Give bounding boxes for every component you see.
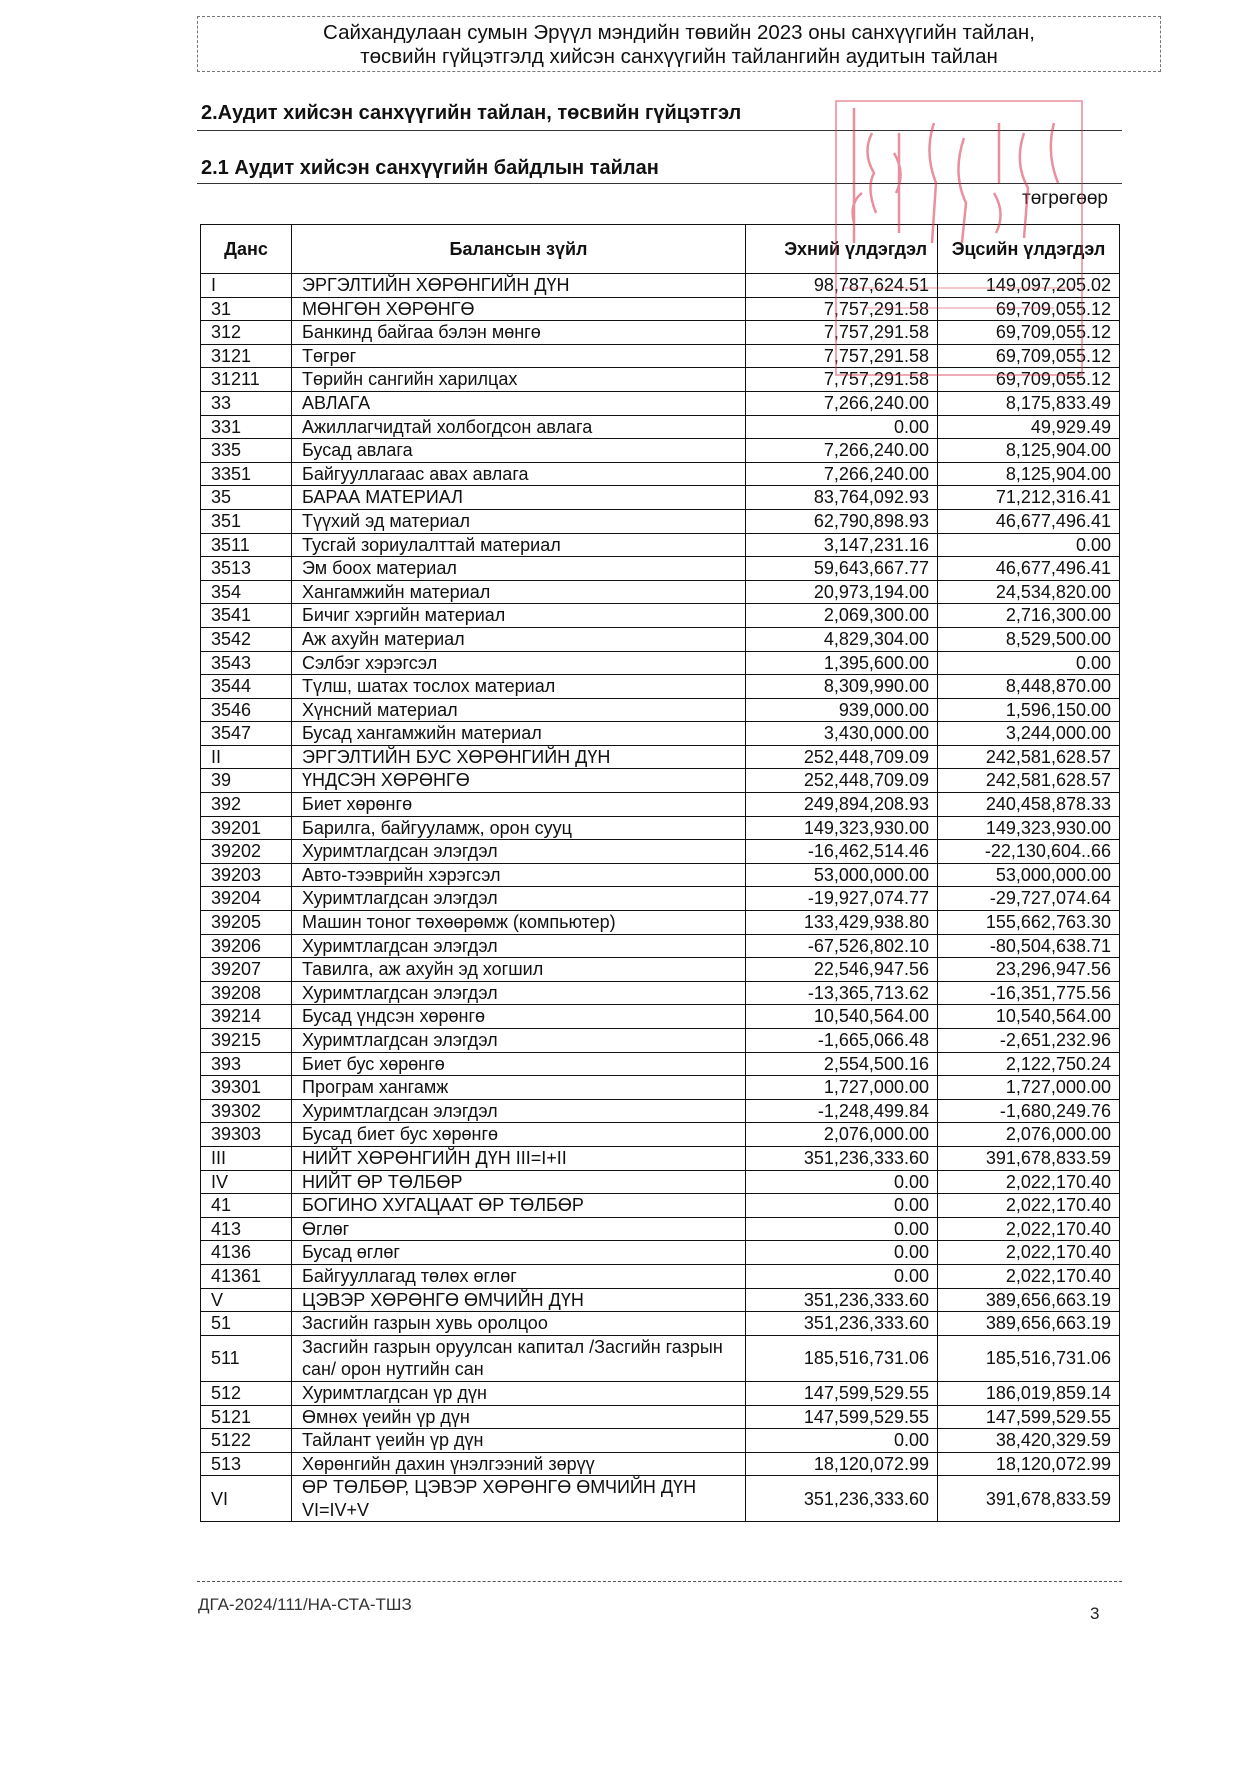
account-code-cell: 312 (201, 321, 292, 345)
opening-balance-cell: -13,365,713.62 (746, 981, 938, 1005)
closing-balance-cell: 69,709,055.12 (938, 297, 1120, 321)
section-2-1-rule (197, 183, 1122, 184)
balance-item-cell: Тавилга, аж ахуйн эд хогшил (292, 958, 746, 982)
closing-balance-cell: 8,125,904.00 (938, 439, 1120, 463)
opening-balance-cell: 7,266,240.00 (746, 391, 938, 415)
opening-balance-cell: 147,599,529.55 (746, 1405, 938, 1429)
balance-item-cell: Хуримтлагдсан элэгдэл (292, 1099, 746, 1123)
currency-unit-label: төгрөгөөр (1022, 188, 1108, 209)
closing-balance-cell: 389,656,663.19 (938, 1312, 1120, 1336)
closing-balance-cell: 3,244,000.00 (938, 722, 1120, 746)
opening-balance-cell: 8,309,990.00 (746, 675, 938, 699)
opening-balance-cell: -19,927,074.77 (746, 887, 938, 911)
table-row (201, 1170, 1120, 1194)
account-code-cell: 3546 (201, 698, 292, 722)
table-row (201, 651, 1120, 675)
opening-balance-cell: 53,000,000.00 (746, 863, 938, 887)
balance-item-cell: Барилга, байгууламж, орон сууц (292, 816, 746, 840)
table-row (201, 1288, 1120, 1312)
table-row (201, 816, 1120, 840)
closing-balance-cell: 18,120,072.99 (938, 1452, 1120, 1476)
closing-balance-cell: 8,175,833.49 (938, 391, 1120, 415)
table-row (201, 722, 1120, 746)
opening-balance-cell: 22,546,947.56 (746, 958, 938, 982)
closing-balance-cell: 53,000,000.00 (938, 863, 1120, 887)
account-code-cell: 39202 (201, 840, 292, 864)
opening-balance-cell: 98,787,624.51 (746, 274, 938, 298)
balance-item-cell: НИЙТ ӨР ТӨЛБӨР (292, 1170, 746, 1194)
table-row (201, 533, 1120, 557)
account-code-cell: 393 (201, 1052, 292, 1076)
header-line-2: төсвийн гүйцэтгэлд хийсэн санхүүгийн тайлангийн аудитын тайлан (360, 45, 998, 68)
balance-item-cell: ЭРГЭЛТИЙН БУС ХӨРӨНГИЙН ДҮН (292, 745, 746, 769)
account-code-cell: V (201, 1288, 292, 1312)
account-code-cell: 5121 (201, 1405, 292, 1429)
closing-balance-cell: 23,296,947.56 (938, 958, 1120, 982)
closing-balance-cell: 69,709,055.12 (938, 321, 1120, 345)
opening-balance-cell: 0.00 (746, 1429, 938, 1453)
account-code-cell: II (201, 745, 292, 769)
balance-item-cell: Банкинд байгаа бэлэн мөнгө (292, 321, 746, 345)
balance-item-cell: Бусад биет бус хөрөнгө (292, 1123, 746, 1147)
opening-balance-cell: 10,540,564.00 (746, 1005, 938, 1029)
balance-item-cell: Аж ахуйн материал (292, 627, 746, 651)
opening-balance-cell: 0.00 (746, 1241, 938, 1265)
closing-balance-cell: 391,678,833.59 (938, 1476, 1120, 1522)
opening-balance-cell: 1,727,000.00 (746, 1076, 938, 1100)
closing-balance-cell: 38,420,329.59 (938, 1429, 1120, 1453)
table-row (201, 1076, 1120, 1100)
table-row (201, 1429, 1120, 1453)
table-body (201, 274, 1120, 1522)
opening-balance-cell: 83,764,092.93 (746, 486, 938, 510)
opening-balance-cell: -1,248,499.84 (746, 1099, 938, 1123)
balance-item-cell: Хангамжийн материал (292, 580, 746, 604)
opening-balance-cell: -67,526,802.10 (746, 934, 938, 958)
opening-balance-cell: 1,395,600.00 (746, 651, 938, 675)
table-row (201, 675, 1120, 699)
opening-balance-cell: 2,069,300.00 (746, 604, 938, 628)
account-code-cell: 3511 (201, 533, 292, 557)
account-code-cell: 39201 (201, 816, 292, 840)
account-code-cell: 5122 (201, 1429, 292, 1453)
table-row (201, 1452, 1120, 1476)
balance-item-cell: Хуримтлагдсан элэгдэл (292, 1029, 746, 1053)
account-code-cell: 392 (201, 793, 292, 817)
account-code-cell: 513 (201, 1452, 292, 1476)
balance-item-cell: Хуримтлагдсан үр дүн (292, 1381, 746, 1405)
closing-balance-cell: 149,097,205.02 (938, 274, 1120, 298)
table-row (201, 1029, 1120, 1053)
opening-balance-cell: 185,516,731.06 (746, 1335, 938, 1381)
balance-item-cell: Бусад үндсэн хөрөнгө (292, 1005, 746, 1029)
opening-balance-cell: 2,554,500.16 (746, 1052, 938, 1076)
table-row (201, 1005, 1120, 1029)
closing-balance-cell: 186,019,859.14 (938, 1381, 1120, 1405)
closing-balance-cell: -29,727,074.64 (938, 887, 1120, 911)
balance-item-cell: Тайлант үеийн үр дүн (292, 1429, 746, 1453)
balance-item-cell: Хөрөнгийн дахин үнэлгээний зөрүү (292, 1452, 746, 1476)
table-row (201, 580, 1120, 604)
table-row (201, 321, 1120, 345)
account-code-cell: 41 (201, 1194, 292, 1218)
opening-balance-cell: 3,430,000.00 (746, 722, 938, 746)
opening-balance-cell: 4,829,304.00 (746, 627, 938, 651)
closing-balance-cell: 185,516,731.06 (938, 1335, 1120, 1381)
balance-item-cell: Төгрөг (292, 344, 746, 368)
closing-balance-cell: 155,662,763.30 (938, 911, 1120, 935)
table-row (201, 863, 1120, 887)
closing-balance-cell: 149,323,930.00 (938, 816, 1120, 840)
account-code-cell: 39301 (201, 1076, 292, 1100)
closing-balance-cell: 0.00 (938, 651, 1120, 675)
footer-rule (197, 1581, 1122, 1582)
opening-balance-cell: 252,448,709.09 (746, 745, 938, 769)
balance-item-cell: Өглөг (292, 1217, 746, 1241)
balance-item-cell: НИЙТ ХӨРӨНГИЙН ДҮН III=I+II (292, 1146, 746, 1170)
account-code-cell: 31 (201, 297, 292, 321)
table-row (201, 486, 1120, 510)
closing-balance-cell: 24,534,820.00 (938, 580, 1120, 604)
balance-item-cell: Эм боох материал (292, 557, 746, 581)
table-row (201, 911, 1120, 935)
opening-balance-cell: 7,757,291.58 (746, 368, 938, 392)
balance-item-cell: Бусад авлага (292, 439, 746, 463)
account-code-cell: 33 (201, 391, 292, 415)
balance-item-cell: Хуримтлагдсан элэгдэл (292, 840, 746, 864)
account-code-cell: 39302 (201, 1099, 292, 1123)
closing-balance-cell: 2,022,170.40 (938, 1217, 1120, 1241)
opening-balance-cell: -1,665,066.48 (746, 1029, 938, 1053)
balance-item-cell: ЭРГЭЛТИЙН ХӨРӨНГИЙН ДҮН (292, 274, 746, 298)
opening-balance-cell: 351,236,333.60 (746, 1312, 938, 1336)
balance-item-cell: Өмнөх үеийн үр дүн (292, 1405, 746, 1429)
table-row (201, 604, 1120, 628)
table-row (201, 698, 1120, 722)
opening-balance-cell: 20,973,194.00 (746, 580, 938, 604)
table-row (201, 1405, 1120, 1429)
opening-balance-cell: 7,757,291.58 (746, 344, 938, 368)
account-code-cell: VI (201, 1476, 292, 1522)
account-code-cell: 51 (201, 1312, 292, 1336)
account-code-cell: 351 (201, 509, 292, 533)
balance-item-cell: Байгууллагаас авах авлага (292, 462, 746, 486)
account-code-cell: 39204 (201, 887, 292, 911)
header-closing-balance: Эцсийн үлдэгдэл (938, 225, 1120, 274)
balance-item-cell: Хүнсний материал (292, 698, 746, 722)
balance-item-cell: Байгууллагад төлөх өглөг (292, 1264, 746, 1288)
opening-balance-cell: 59,643,667.77 (746, 557, 938, 581)
table-row (201, 1099, 1120, 1123)
table-row (201, 462, 1120, 486)
table-row (201, 958, 1120, 982)
balance-item-cell: Засгийн газрын оруулсан капитал /Засгийн газрын сан/ орон нутгийн сан (292, 1335, 746, 1381)
balance-item-cell: Авто-тээврийн хэрэгсэл (292, 863, 746, 887)
closing-balance-cell: 242,581,628.57 (938, 745, 1120, 769)
closing-balance-cell: 69,709,055.12 (938, 368, 1120, 392)
closing-balance-cell: 49,929.49 (938, 415, 1120, 439)
table-row (201, 557, 1120, 581)
table-row (201, 981, 1120, 1005)
account-code-cell: 39208 (201, 981, 292, 1005)
balance-item-cell: МӨНГӨН ХӨРӨНГӨ (292, 297, 746, 321)
table-row (201, 1312, 1120, 1336)
closing-balance-cell: 2,122,750.24 (938, 1052, 1120, 1076)
closing-balance-cell: -1,680,249.76 (938, 1099, 1120, 1123)
balance-item-cell: Бусад өглөг (292, 1241, 746, 1265)
page-number: 3 (1090, 1604, 1100, 1623)
closing-balance-cell: 8,529,500.00 (938, 627, 1120, 651)
opening-balance-cell: 7,757,291.58 (746, 297, 938, 321)
closing-balance-cell: 2,022,170.40 (938, 1264, 1120, 1288)
closing-balance-cell: 10,540,564.00 (938, 1005, 1120, 1029)
opening-balance-cell: 351,236,333.60 (746, 1476, 938, 1522)
balance-sheet-table (200, 224, 1120, 1522)
table-row (201, 1241, 1120, 1265)
opening-balance-cell: 939,000.00 (746, 698, 938, 722)
opening-balance-cell: 0.00 (746, 1170, 938, 1194)
opening-balance-cell: 18,120,072.99 (746, 1452, 938, 1476)
balance-item-cell: ҮНДСЭН ХӨРӨНГӨ (292, 769, 746, 793)
account-code-cell: 3351 (201, 462, 292, 486)
table-row (201, 439, 1120, 463)
closing-balance-cell: 242,581,628.57 (938, 769, 1120, 793)
opening-balance-cell: 351,236,333.60 (746, 1146, 938, 1170)
closing-balance-cell: -16,351,775.56 (938, 981, 1120, 1005)
balance-item-cell: Бусад хангамжийн материал (292, 722, 746, 746)
header-balance-item: Балансын зүйл (292, 225, 746, 274)
closing-balance-cell: 2,022,170.40 (938, 1241, 1120, 1265)
opening-balance-cell: 0.00 (746, 1264, 938, 1288)
closing-balance-cell: 69,709,055.12 (938, 344, 1120, 368)
table-row (201, 1123, 1120, 1147)
account-code-cell: 39203 (201, 863, 292, 887)
closing-balance-cell: 391,678,833.59 (938, 1146, 1120, 1170)
closing-balance-cell: 2,022,170.40 (938, 1170, 1120, 1194)
table-row (201, 840, 1120, 864)
balance-item-cell: Төрийн сангийн харилцах (292, 368, 746, 392)
balance-item-cell: БАРАА МАТЕРИАЛ (292, 486, 746, 510)
balance-item-cell: Хуримтлагдсан элэгдэл (292, 887, 746, 911)
closing-balance-cell: 389,656,663.19 (938, 1288, 1120, 1312)
table-row (201, 1052, 1120, 1076)
account-code-cell: III (201, 1146, 292, 1170)
opening-balance-cell: 0.00 (746, 1217, 938, 1241)
closing-balance-cell: -80,504,638.71 (938, 934, 1120, 958)
opening-balance-cell: 3,147,231.16 (746, 533, 938, 557)
balance-item-cell: Машин тоног төхөөрөмж (компьютер) (292, 911, 746, 935)
document-header (197, 16, 1161, 72)
account-code-cell: 3542 (201, 627, 292, 651)
section-2-rule (197, 130, 1122, 131)
table-row (201, 368, 1120, 392)
account-code-cell: 39207 (201, 958, 292, 982)
closing-balance-cell: 1,727,000.00 (938, 1076, 1120, 1100)
balance-item-cell: Биет бус хөрөнгө (292, 1052, 746, 1076)
table-row (201, 934, 1120, 958)
closing-balance-cell: 46,677,496.41 (938, 509, 1120, 533)
account-code-cell: 39215 (201, 1029, 292, 1053)
closing-balance-cell: 8,125,904.00 (938, 462, 1120, 486)
table-row (201, 627, 1120, 651)
balance-item-cell: Тусгай зориулалттай материал (292, 533, 746, 557)
balance-item-cell: БОГИНО ХУГАЦААТ ӨР ТӨЛБӨР (292, 1194, 746, 1218)
account-code-cell: 511 (201, 1335, 292, 1381)
account-code-cell: 3544 (201, 675, 292, 699)
balance-item-cell: Биет хөрөнгө (292, 793, 746, 817)
account-code-cell: 35 (201, 486, 292, 510)
account-code-cell: 39214 (201, 1005, 292, 1029)
table-row (201, 745, 1120, 769)
opening-balance-cell: 0.00 (746, 1194, 938, 1218)
opening-balance-cell: 7,757,291.58 (746, 321, 938, 345)
table-row (201, 1381, 1120, 1405)
opening-balance-cell: 0.00 (746, 415, 938, 439)
opening-balance-cell: 2,076,000.00 (746, 1123, 938, 1147)
opening-balance-cell: 62,790,898.93 (746, 509, 938, 533)
table-row (201, 344, 1120, 368)
document-code: ДГА-2024/111/НА-СТА-ТШЗ (198, 1595, 412, 1614)
balance-item-cell: ЦЭВЭР ХӨРӨНГӨ ӨМЧИЙН ДҮН (292, 1288, 746, 1312)
account-code-cell: 331 (201, 415, 292, 439)
account-code-cell: 31211 (201, 368, 292, 392)
account-code-cell: IV (201, 1170, 292, 1194)
account-code-cell: 413 (201, 1217, 292, 1241)
opening-balance-cell: -16,462,514.46 (746, 840, 938, 864)
closing-balance-cell: 8,448,870.00 (938, 675, 1120, 699)
balance-item-cell: Хуримтлагдсан элэгдэл (292, 934, 746, 958)
balance-item-cell: Хуримтлагдсан элэгдэл (292, 981, 746, 1005)
table-row (201, 1476, 1120, 1522)
closing-balance-cell: 46,677,496.41 (938, 557, 1120, 581)
account-code-cell: 335 (201, 439, 292, 463)
account-code-cell: 512 (201, 1381, 292, 1405)
table-header-row (201, 225, 1120, 274)
closing-balance-cell: 240,458,878.33 (938, 793, 1120, 817)
table-row (201, 887, 1120, 911)
table-row (201, 1264, 1120, 1288)
section-2-1-title: 2.1 Аудит хийсэн санхүүгийн байдлын тайлан (201, 157, 659, 179)
balance-item-cell: Сэлбэг хэрэгсэл (292, 651, 746, 675)
balance-item-cell: Засгийн газрын хувь оролцоо (292, 1312, 746, 1336)
balance-item-cell: Бичиг хэргийн материал (292, 604, 746, 628)
account-code-cell: 39206 (201, 934, 292, 958)
header-account: Данс (201, 225, 292, 274)
account-code-cell: 354 (201, 580, 292, 604)
closing-balance-cell: 1,596,150.00 (938, 698, 1120, 722)
opening-balance-cell: 149,323,930.00 (746, 816, 938, 840)
balance-item-cell: АВЛАГА (292, 391, 746, 415)
closing-balance-cell: 2,076,000.00 (938, 1123, 1120, 1147)
closing-balance-cell: 2,022,170.40 (938, 1194, 1120, 1218)
table-row (201, 509, 1120, 533)
opening-balance-cell: 7,266,240.00 (746, 439, 938, 463)
account-code-cell: 3121 (201, 344, 292, 368)
account-code-cell: 3513 (201, 557, 292, 581)
closing-balance-cell: -2,651,232.96 (938, 1029, 1120, 1053)
table-row (201, 274, 1120, 298)
opening-balance-cell: 249,894,208.93 (746, 793, 938, 817)
closing-balance-cell: 0.00 (938, 533, 1120, 557)
balance-item-cell: Ажиллагчидтай холбогдсон авлага (292, 415, 746, 439)
account-code-cell: 39303 (201, 1123, 292, 1147)
balance-item-cell: Програм хангамж (292, 1076, 746, 1100)
header-opening-balance: Эхний үлдэгдэл (746, 225, 938, 274)
account-code-cell: 39 (201, 769, 292, 793)
closing-balance-cell: 2,716,300.00 (938, 604, 1120, 628)
closing-balance-cell: 71,212,316.41 (938, 486, 1120, 510)
table-row (201, 1335, 1120, 1381)
balance-item-cell: Түлш, шатах тослох материал (292, 675, 746, 699)
closing-balance-cell: -22,130,604..66 (938, 840, 1120, 864)
account-code-cell: 3543 (201, 651, 292, 675)
opening-balance-cell: 351,236,333.60 (746, 1288, 938, 1312)
table-row (201, 769, 1120, 793)
table-row (201, 1146, 1120, 1170)
table-row (201, 415, 1120, 439)
table-row (201, 297, 1120, 321)
balance-item-cell: ӨР ТӨЛБӨР, ЦЭВЭР ХӨРӨНГӨ ӨМЧИЙН ДҮН VI=IV+V (292, 1476, 746, 1522)
opening-balance-cell: 252,448,709.09 (746, 769, 938, 793)
account-code-cell: 3541 (201, 604, 292, 628)
account-code-cell: 3547 (201, 722, 292, 746)
account-code-cell: 39205 (201, 911, 292, 935)
header-line-1: Сайхандулаан сумын Эрүүл мэндийн төвийн 2023 оны санхүүгийн тайлан, (323, 21, 1035, 44)
opening-balance-cell: 147,599,529.55 (746, 1381, 938, 1405)
account-code-cell: I (201, 274, 292, 298)
table-row (201, 1217, 1120, 1241)
section-2-title: 2.Аудит хийсэн санхүүгийн тайлан, төсвийн гүйцэтгэл (201, 102, 742, 124)
opening-balance-cell: 133,429,938.80 (746, 911, 938, 935)
table-row (201, 793, 1120, 817)
account-code-cell: 41361 (201, 1264, 292, 1288)
table-row (201, 391, 1120, 415)
opening-balance-cell: 7,266,240.00 (746, 462, 938, 486)
account-code-cell: 4136 (201, 1241, 292, 1265)
balance-item-cell: Түүхий эд материал (292, 509, 746, 533)
closing-balance-cell: 147,599,529.55 (938, 1405, 1120, 1429)
table-row (201, 1194, 1120, 1218)
